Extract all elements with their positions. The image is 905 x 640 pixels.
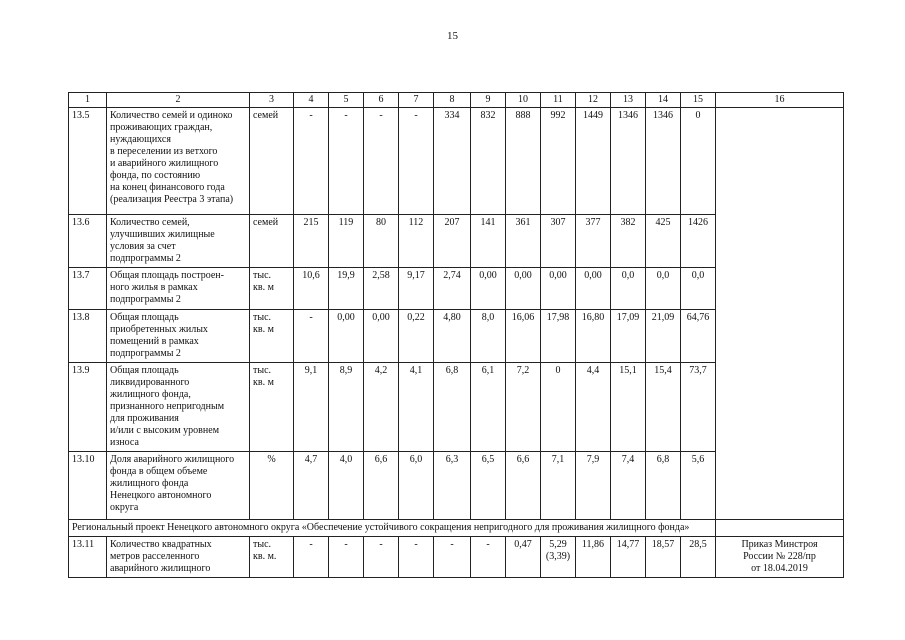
value-cell: -	[294, 537, 329, 578]
value-cell: 361	[506, 215, 541, 268]
value-cell: -	[364, 108, 399, 215]
column-header: 15	[681, 93, 716, 108]
value-cell: 5,6	[681, 452, 716, 520]
value-cell: 9,17	[399, 268, 434, 310]
note-cell: Приказ Минстроя России № 228/пр от 18.04.2019	[716, 537, 844, 578]
value-cell: 307	[541, 215, 576, 268]
row-name: Общая площадь приобретенных жилых помещений в рамках подпрограммы 2	[107, 310, 250, 363]
column-header: 6	[364, 93, 399, 108]
value-cell: 4,80	[434, 310, 471, 363]
column-header: 10	[506, 93, 541, 108]
column-header: 4	[294, 93, 329, 108]
value-cell: 7,2	[506, 363, 541, 452]
value-cell: 28,5	[681, 537, 716, 578]
column-header: 13	[611, 93, 646, 108]
value-cell: 334	[434, 108, 471, 215]
row-unit: %	[250, 452, 294, 520]
row-unit: тыс. кв. м	[250, 310, 294, 363]
value-cell: 0,00	[364, 310, 399, 363]
value-cell: 1346	[611, 108, 646, 215]
indicators-table	[68, 92, 844, 578]
column-header: 2	[107, 93, 250, 108]
value-cell: 0,0	[681, 268, 716, 310]
row-code: 13.10	[69, 452, 107, 520]
header-row	[69, 93, 844, 108]
value-cell: 64,76	[681, 310, 716, 363]
value-cell: 4,2	[364, 363, 399, 452]
row-unit: тыс. кв. м	[250, 363, 294, 452]
row-code: 13.5	[69, 108, 107, 215]
row-unit: семей	[250, 215, 294, 268]
value-cell: 888	[506, 108, 541, 215]
value-cell: 0,00	[329, 310, 364, 363]
value-cell: -	[399, 108, 434, 215]
column-header: 7	[399, 93, 434, 108]
value-cell: -	[294, 108, 329, 215]
value-cell: -	[329, 537, 364, 578]
column-header: 16	[716, 93, 844, 108]
value-cell: 9,1	[294, 363, 329, 452]
value-cell: 15,4	[646, 363, 681, 452]
value-cell: 6,6	[364, 452, 399, 520]
value-cell: 7,1	[541, 452, 576, 520]
value-cell: 0,0	[611, 268, 646, 310]
value-cell: 1449	[576, 108, 611, 215]
value-cell: 16,06	[506, 310, 541, 363]
value-cell: -	[434, 537, 471, 578]
value-cell: 0,22	[399, 310, 434, 363]
value-cell: 4,0	[329, 452, 364, 520]
column-header: 12	[576, 93, 611, 108]
value-cell: 6,8	[646, 452, 681, 520]
table-row	[69, 108, 844, 215]
column-header: 11	[541, 93, 576, 108]
value-cell: -	[471, 537, 506, 578]
value-cell: 6,8	[434, 363, 471, 452]
value-cell: 215	[294, 215, 329, 268]
row-name: Количество квадратных метров расселенного аварийного жилищного	[107, 537, 250, 578]
row-code: 13.7	[69, 268, 107, 310]
row-code: 13.9	[69, 363, 107, 452]
value-cell: 5,29 (3,39)	[541, 537, 576, 578]
value-cell: 80	[364, 215, 399, 268]
row-name: Общая площадь ликвидированного жилищного фонда, признанного непригодным для проживания и/или с высоким уровнем износа	[107, 363, 250, 452]
value-cell: 16,80	[576, 310, 611, 363]
value-cell: 17,09	[611, 310, 646, 363]
value-cell: 2,58	[364, 268, 399, 310]
value-cell: 992	[541, 108, 576, 215]
column-header: 5	[329, 93, 364, 108]
row-code: 13.11	[69, 537, 107, 578]
value-cell: 6,6	[506, 452, 541, 520]
value-cell: 832	[471, 108, 506, 215]
value-cell: 0,00	[541, 268, 576, 310]
column-header: 1	[69, 93, 107, 108]
value-cell: 18,57	[646, 537, 681, 578]
value-cell: 7,9	[576, 452, 611, 520]
row-unit: семей	[250, 108, 294, 215]
column-header: 9	[471, 93, 506, 108]
row-name: Общая площадь построен- ного жилья в рамках подпрограммы 2	[107, 268, 250, 310]
value-cell: 6,1	[471, 363, 506, 452]
value-cell: 6,3	[434, 452, 471, 520]
column-header: 8	[434, 93, 471, 108]
row-code: 13.6	[69, 215, 107, 268]
note-cell-empty	[716, 520, 844, 537]
value-cell: 4,1	[399, 363, 434, 452]
value-cell: 73,7	[681, 363, 716, 452]
value-cell: -	[329, 108, 364, 215]
value-cell: 141	[471, 215, 506, 268]
row-name: Количество семей, улучшивших жилищные условия за счет подпрограммы 2	[107, 215, 250, 268]
value-cell: 4,7	[294, 452, 329, 520]
value-cell: 14,77	[611, 537, 646, 578]
table-row	[69, 537, 844, 578]
section-title: Региональный проект Ненецкого автономного округа «Обеспечение устойчивого сокращения непригодного для проживания жилищного фонда»	[69, 520, 716, 537]
row-code: 13.8	[69, 310, 107, 363]
value-cell: 1346	[646, 108, 681, 215]
value-cell: 0,00	[576, 268, 611, 310]
value-cell: 15,1	[611, 363, 646, 452]
section-row	[69, 520, 844, 537]
value-cell: 0,00	[471, 268, 506, 310]
column-header: 14	[646, 93, 681, 108]
row-unit: тыс. кв. м	[250, 268, 294, 310]
row-name: Количество семей и одиноко проживающих граждан, нуждающихся в переселении из ветхого и аварийного жилищного фонда, по состоянию на конец финансового года (реализация Реестра 3 этапа)	[107, 108, 250, 215]
value-cell: 6,5	[471, 452, 506, 520]
value-cell: 377	[576, 215, 611, 268]
value-cell: 11,86	[576, 537, 611, 578]
value-cell: -	[364, 537, 399, 578]
value-cell: 4,4	[576, 363, 611, 452]
row-name: Доля аварийного жилищного фонда в общем объеме жилищного фонда Ненецкого автономного округа	[107, 452, 250, 520]
row-unit: тыс. кв. м.	[250, 537, 294, 578]
value-cell: 382	[611, 215, 646, 268]
value-cell: 8,9	[329, 363, 364, 452]
value-cell: 1426	[681, 215, 716, 268]
value-cell: 21,09	[646, 310, 681, 363]
value-cell: 8,0	[471, 310, 506, 363]
value-cell: 425	[646, 215, 681, 268]
value-cell: 7,4	[611, 452, 646, 520]
value-cell: 17,98	[541, 310, 576, 363]
value-cell: 0	[681, 108, 716, 215]
value-cell: 2,74	[434, 268, 471, 310]
value-cell: 0,0	[646, 268, 681, 310]
value-cell: 10,6	[294, 268, 329, 310]
value-cell: -	[399, 537, 434, 578]
value-cell: 0,47	[506, 537, 541, 578]
value-cell: 6,0	[399, 452, 434, 520]
value-cell: 207	[434, 215, 471, 268]
column-header: 3	[250, 93, 294, 108]
value-cell: 112	[399, 215, 434, 268]
value-cell: 0	[541, 363, 576, 452]
value-cell: 19,9	[329, 268, 364, 310]
note-cell-empty	[716, 108, 844, 520]
value-cell: 0,00	[506, 268, 541, 310]
page-number: 15	[447, 30, 458, 42]
value-cell: -	[294, 310, 329, 363]
value-cell: 119	[329, 215, 364, 268]
